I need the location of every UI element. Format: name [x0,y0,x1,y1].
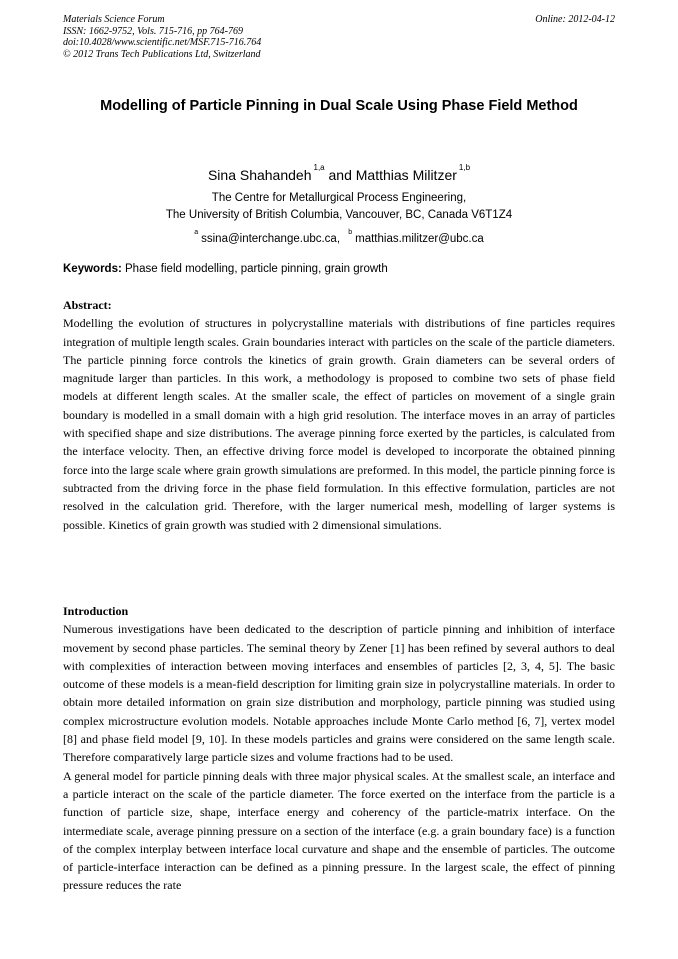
affiliation-line-1: The Centre for Metallurgical Process Engineering, [211,192,467,204]
affiliation [63,190,615,248]
affiliation-line-2: The University of British Columbia, Vancouver, BC, Canada V6T1Z4 [165,209,513,221]
email-a[interactable]: ssina@interchange.ubc.ca, [201,233,341,245]
email-b-marker: b [348,229,353,236]
email-b[interactable]: matthias.militzer@ubc.ca [355,233,484,245]
author-2: Matthias Militzer [355,167,457,183]
keywords-text: Phase field modelling, particle pinning, grain growth [125,263,388,275]
introduction-paragraph-2: A general model for particle pinning deals with three major physical scales. At the smallest scale, an interface and a particle interact on the scale of the particle diameter. The force exerted on the interface from the particle is a function of particle size, shape, interface energy and coherency of the particle-matrix interface. On the intermediate scale, average pinning pressure on a section of the interface (e.g. a grain boundary face) is a function of the complex interplay between interface local curvature and shape and the ensemble of particles. The outcome of particle-interface interaction can be defined as a pinning pressure. In the largest scale, the effect of pinning pressure reduces the rate [63,768,615,893]
introduction-paragraph-1: Numerous investigations have been dedicated to the description of particle pinning and inhibition of interface movement by second phase particles. The seminal theory by Zener [1] has been refined by several authors to deal with complexities of interaction between moving interfaces and ensembles of particles [2, 3, 4, 5]. The basic outcome of these models is a mean-field description for limiting grain size in polycrystalline materials. In order to obtain more detailed information on grain size distribution and morphology, particle pinning was studied using complex microstructure evolution models. Notable approaches include Monte Carlo method [6, 7], vertex model [8] and phase field model [9, 10]. In these models particles and grains were considered on the same length scale. Therefore comparatively large particle sizes and volume fractions had to be used. [63,622,615,765]
introduction-section [63,602,615,895]
journal-header [63,14,615,60]
journal-name: Materials Science Forum [63,14,165,25]
issn: ISSN: 1662-9752, Vols. 715-716, pp 764-769 [63,25,243,37]
email-a-marker: a [194,229,199,236]
doi: doi:10.4028/www.scientific.net/MSF.715-716.764 [63,37,262,48]
author-conjunction: and [328,167,352,183]
author-line [63,158,615,185]
author-2-affil: 1,b [458,163,471,172]
introduction-heading: Introduction [63,604,129,618]
abstract-heading: Abstract: [63,298,112,312]
abstract-text: Modelling the evolution of structures in polycrystalline materials with distributions of fine particles requires integration of multiple length scales. Grain boundaries interact with particles on the scale of the particle diameters. The particle pinning force controls the kinetics of grain growth. Grain diameters can be several orders of magnitude larger than particles. In this work, a methodology is proposed to combine two sets of phase field models at different length scales. At the smaller scale, the effect of particles on movement of a single grain boundary is modelled in a small domain with a high grid resolution. The interface moves in an array of particles with specified shape and size distributions. The average pinning force exerted by the particles, is calculated from the interface velocity. Then, an effective driving force model is developed to incorporate the obtained pinning force into the large scale where grain growth simulations are preformed. In this model, the particle pinning force is subtracted from the driving force in the phase field formulation. In this effective formulation, particles are not resolved in the calculation grid. Therefore, with the larger numerical mesh, modelling of larger systems is possible. Kinetics of grain growth was studied with 2 dimensional simulations. [63,316,615,532]
author-1: Sina Shahandeh [207,167,312,183]
emails [63,224,615,248]
keywords-label: Keywords: [63,263,122,275]
online-date: Online: 2012-04-12 [535,14,615,25]
paper-title: Modelling of Particle Pinning in Dual Scale Using Phase Field Method [100,98,578,114]
author-1-affil: 1,a [313,163,325,172]
copyright: © 2012 Trans Tech Publications Ltd, Switzerland [63,48,261,60]
keywords [63,261,615,277]
abstract-section [63,296,615,534]
